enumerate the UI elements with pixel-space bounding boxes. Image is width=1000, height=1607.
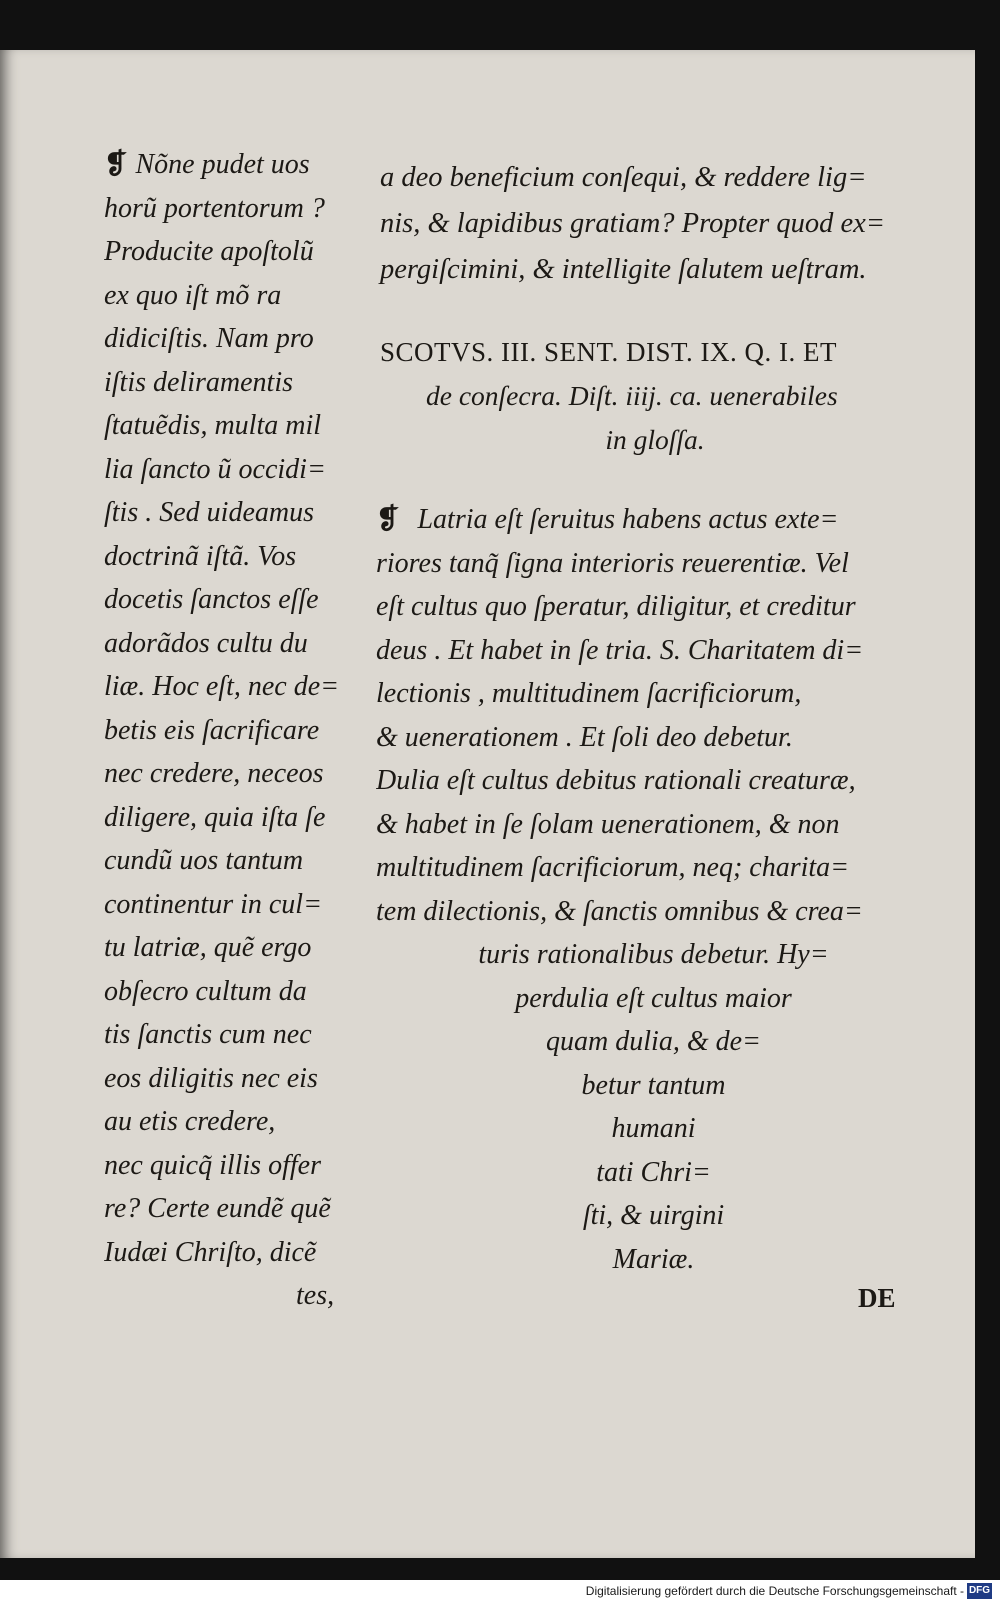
pilcrow-icon: ❡	[104, 149, 128, 180]
body-line: eſt cultus quo ſperatur, diligitur, et creditur	[376, 591, 856, 622]
body-line: multitudinem ſacrificiorum, neq; charita=	[376, 852, 850, 883]
body-line: perdulia eſt cultus maior	[515, 982, 792, 1014]
body-line: betur tantum	[581, 1069, 726, 1101]
body-line: turis rationalibus debetur. Hy=	[478, 939, 829, 970]
body-line: riores tanq̃ ſigna interioris reuerentiæ. Vel	[376, 547, 849, 579]
right-top-line: a deo beneficium conſequi, & reddere lig=	[380, 162, 867, 193]
heading-line-2: de conſecra. Diſt. iiij. ca. uenerabiles	[426, 380, 838, 411]
body-line: tem dilectionis, & ſanctis omnibus & crea=	[376, 895, 863, 927]
left-column-line: nec quicq̃ illis offer	[104, 1149, 321, 1181]
left-column-line: docetis ſanctos eſſe	[104, 584, 319, 615]
body-line: tati Chri=	[596, 1156, 711, 1188]
left-column-line: betis eis ſacrificare	[104, 714, 320, 746]
left-column-line: au etis credere,	[104, 1106, 276, 1137]
left-column-text	[104, 143, 366, 1318]
catchword: DE	[858, 1283, 896, 1313]
left-column-line: didiciſtis. Nam pro	[104, 323, 314, 354]
right-column-body	[376, 498, 931, 1281]
left-column-line: doctrinã iſtã. Vos	[104, 540, 297, 572]
left-column-line: adorãdos cultu du	[104, 627, 308, 659]
body-line: Mariæ.	[612, 1243, 695, 1275]
body-line: ❡ Latria eſt ſeruitus habens actus exte=	[376, 504, 839, 535]
left-column-line: tes,	[296, 1280, 335, 1311]
left-column-line: Producite apoſtolũ	[104, 236, 314, 267]
body-line: lectionis , multitudinem ſacrificiorum,	[376, 678, 802, 709]
body-line: humani	[611, 1113, 696, 1144]
left-column-line: ❡ Nõne pudet uos	[104, 149, 310, 180]
dfg-logo-icon: DFG	[967, 1583, 992, 1599]
right-top-line: pergiſcimini, & intelligite ſalutem ueſtram.	[380, 254, 867, 285]
left-column-line: ſtatuẽdis, multa mil	[104, 410, 321, 441]
heading-line-1: SCOTVS. III. SENT. DIST. IX. Q. I. ET	[380, 337, 837, 367]
right-column-top-text	[380, 155, 930, 293]
left-column-line: iſtis deliramentis	[104, 366, 293, 398]
left-column-line: ſtis . Sed uideamus	[104, 497, 314, 528]
footer-credit: Digitalisierung gefördert durch die Deutsche Forschungsgemeinschaft -	[585, 1584, 964, 1598]
body-line: & habet in ſe ſolam uenerationem, & non	[376, 808, 840, 840]
pilcrow-icon: ❡	[376, 504, 400, 535]
heading-line-3: in gloſſa.	[605, 424, 705, 455]
left-column-line: Iudæi Chriſto, dicẽ	[104, 1236, 317, 1268]
left-column-line: ex quo iſt mõ ra	[104, 279, 282, 311]
body-line: deus . Et habet in ſe tria. S. Charitatem di=	[376, 634, 864, 666]
body-line: Dulia eſt cultus debitus rationali creaturæ,	[376, 765, 856, 796]
body-line: quam dulia, & de=	[546, 1026, 761, 1057]
body-line: ſti, & uirgini	[582, 1200, 725, 1231]
left-column-line: cundũ uos tantum	[104, 845, 304, 876]
left-column-line: continentur in cul=	[104, 888, 322, 920]
section-heading	[380, 330, 930, 462]
left-column-line: nec credere, neceos	[104, 758, 324, 789]
left-column-line: eos diligitis nec eis	[104, 1062, 318, 1094]
left-column-line: obſecro cultum da	[104, 975, 307, 1007]
left-column-line: tis ſanctis cum nec	[104, 1019, 312, 1050]
body-line: & uenerationem . Et ſoli deo debetur.	[376, 721, 793, 753]
left-column-line: lia ſancto ũ occidi=	[104, 453, 326, 485]
left-column-line: liæ. Hoc eſt, nec de=	[104, 671, 340, 702]
left-column-line: diligere, quia iſta ſe	[104, 801, 326, 833]
left-column-line: re? Certe eundẽ quẽ	[104, 1193, 331, 1224]
left-column-line: tu latriæ, quẽ ergo	[104, 932, 312, 963]
right-top-line: nis, & lapidibus gratiam? Propter quod ex=	[380, 208, 886, 239]
left-column-line: horũ portentorum ?	[104, 192, 325, 224]
